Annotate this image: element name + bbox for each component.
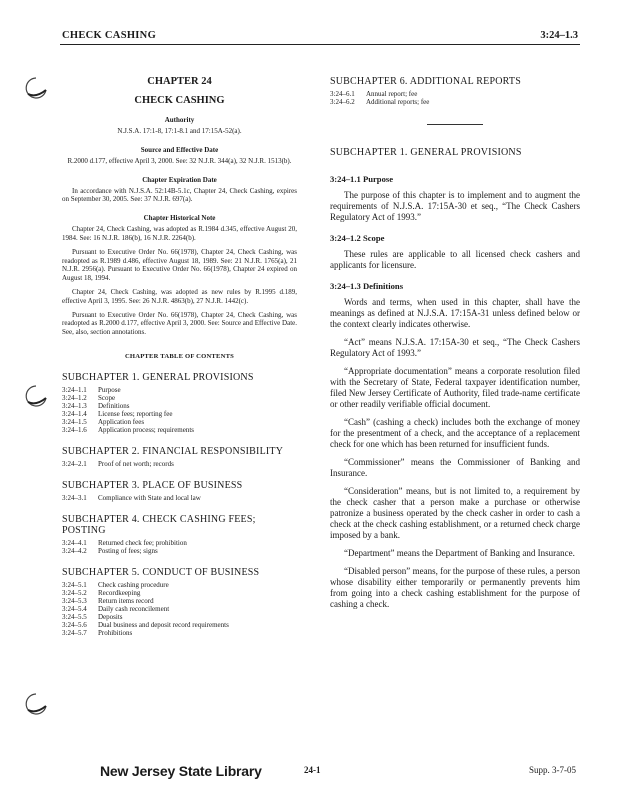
authority-text: N.J.S.A. 17:1-8, 17:1-8.1 and 17:15A-52(a).	[117, 127, 242, 135]
history-heading: Chapter Historical Note	[143, 214, 216, 223]
toc-number: 3:24–5.6	[62, 620, 87, 629]
toc-subchapter-3: SUBCHAPTER 3. PLACE OF BUSINESS	[62, 479, 243, 491]
toc-item[interactable]	[62, 426, 297, 434]
toc-subchapter-2: SUBCHAPTER 2. FINANCIAL RESPONSIBILITY	[62, 445, 284, 457]
toc-subchapter-1: SUBCHAPTER 1. GENERAL PROVISIONS	[62, 371, 254, 383]
section-divider	[427, 124, 483, 125]
toc-number: 3:24–4.1	[62, 538, 87, 547]
section-1-3-heading: 3:24–1.3 Definitions	[330, 281, 404, 291]
toc-item[interactable]	[330, 98, 580, 106]
section-1-2-text: These rules are applicable to all licensed check cashers and applicants for licensure.	[330, 249, 580, 270]
source-text: R.2000 d.177, effective April 3, 2000. See: 32 N.J.R. 344(a), 32 N.J.R. 1513(b).	[67, 156, 292, 165]
toc-label: Additional reports; fee	[366, 98, 430, 106]
toc-item[interactable]	[62, 386, 297, 394]
toc-subchapter-4: SUBCHAPTER 4. CHECK CASHING FEES; POSTING	[62, 513, 256, 536]
toc-number: 3:24–5.7	[62, 628, 87, 637]
toc-label: Compliance with State and local law	[98, 493, 201, 502]
toc-item[interactable]	[62, 629, 297, 637]
expiration-heading: Chapter Expiration Date	[142, 175, 217, 184]
toc-subchapter-6: SUBCHAPTER 6. ADDITIONAL REPORTS	[330, 76, 521, 87]
toc-label: Purpose	[98, 385, 121, 394]
toc-number: 3:24–6.1	[330, 90, 355, 98]
toc-label: Annual report; fee	[366, 90, 418, 98]
toc-label: Definitions	[98, 401, 130, 410]
header-rule	[60, 44, 580, 45]
definition-paragraph: “Appropriate documentation” means a corporate resolution filed with the Secretary of State, Federal taxpayer identification number, filed New Jersey Certificate of Authority, filed trade-name certificate or other readily verifiable official document.	[330, 366, 580, 409]
toc-label: Return items record	[98, 596, 154, 605]
definition-paragraph: “Disabled person” means, for the purpose of these rules, a person whose disability either temporarily or permanently prevents him from going into a check cashing establishment for the purpose of cashing a check.	[330, 566, 580, 609]
toc-number: 3:24–1.2	[62, 393, 87, 402]
punch-hole-icon	[22, 76, 50, 100]
library-stamp: New Jersey State Library	[100, 763, 262, 779]
toc-item[interactable]	[62, 605, 297, 613]
history-note: Pursuant to Executive Order No. 66(1978), Chapter 24, Check Cashing, was readopted as R.2000 d.177, effective April 3, 2000. See: Source and Effective Date. See, also, section annotations.	[62, 310, 297, 337]
toc-item[interactable]	[62, 494, 297, 502]
toc-number: 3:24–5.3	[62, 596, 87, 605]
right-column	[330, 76, 580, 617]
definition-paragraph: “Consideration” means, but is not limited to, a requirement by the check casher that a person make a purchase or otherwise patronize a business operated by the check casher in order to cash a check at the check cashing establishment, or a returned check charge imposed by a bank.	[330, 486, 580, 540]
toc-number: 3:24–1.1	[62, 385, 87, 394]
toc-item[interactable]	[62, 597, 297, 605]
toc-number: 3:24–1.5	[62, 417, 87, 426]
toc-label: Recordkeeping	[98, 588, 141, 597]
toc-label: Posting of fees; signs	[98, 546, 158, 555]
subchapter-1-heading: SUBCHAPTER 1. GENERAL PROVISIONS	[330, 147, 522, 158]
definition-paragraph: “Department” means the Department of Banking and Insurance.	[344, 548, 575, 558]
toc-item[interactable]	[62, 613, 297, 621]
toc-number: 3:24–1.3	[62, 401, 87, 410]
source-heading: Source and Effective Date	[140, 145, 219, 154]
page-number: 24-1	[304, 765, 321, 775]
chapter-title: CHAPTER 24	[147, 76, 212, 87]
toc-label: Scope	[98, 393, 116, 402]
toc-number: 3:24–4.2	[62, 546, 87, 555]
toc-item[interactable]	[62, 394, 297, 402]
expiration-text: In accordance with N.J.S.A. 52:14B-5.1c, Chapter 24, Check Cashing, expires on September 30, 2005. See: 37 N.J.R. 697(a).	[62, 186, 297, 204]
toc-label: Application fees	[98, 417, 145, 426]
supplement-date: Supp. 3-7-05	[529, 765, 576, 775]
definition-paragraph: “Commissioner” means the Commissioner of Banking and Insurance.	[330, 457, 580, 478]
toc-label: License fees; reporting fee	[98, 409, 173, 418]
section-1-2-heading: 3:24–1.2 Scope	[330, 233, 385, 243]
toc-label: Prohibitions	[98, 628, 133, 637]
toc-number: 3:24–2.1	[62, 459, 87, 468]
punch-hole-icon	[22, 384, 50, 408]
toc-item[interactable]	[62, 621, 297, 629]
toc-label: Daily cash reconcilement	[98, 604, 170, 613]
toc-label: Returned check fee; prohibition	[98, 538, 187, 547]
running-head-section: 3:24–1.3	[540, 30, 578, 41]
history-note: Chapter 24, Check Cashing, was adopted as new rules by R.1995 d.189, effective April 3, 1995. See: 26 N.J.R. 4863(b), 27 N.J.R. 1442(c).	[62, 287, 297, 305]
toc-label: Check cashing procedure	[98, 580, 169, 589]
toc-item[interactable]	[62, 402, 297, 410]
toc-number: 3:24–5.1	[62, 580, 87, 589]
toc-item[interactable]	[62, 589, 297, 597]
running-head-title: CHECK CASHING	[62, 30, 157, 41]
toc-number: 3:24–5.4	[62, 604, 87, 613]
definition-paragraph: Words and terms, when used in this chapter, shall have the meanings as defined at N.J.S.A. 17:15A-31 unless defined below or the context clearly indicates otherwise.	[330, 297, 580, 329]
toc-number: 3:24–1.4	[62, 409, 87, 418]
toc-subchapter-5: SUBCHAPTER 5. CONDUCT OF BUSINESS	[62, 566, 260, 578]
toc-number: 3:24–5.2	[62, 588, 87, 597]
toc-heading: CHAPTER TABLE OF CONTENTS	[124, 352, 235, 360]
definition-paragraph: “Cash” (cashing a check) includes both the exchange of money for the presentment of a check, and the acceptance of a replacement check for one which has been returned for insufficient funds.	[330, 417, 580, 449]
toc-item[interactable]	[330, 90, 580, 98]
toc-number: 3:24–5.5	[62, 612, 87, 621]
section-1-1-heading: 3:24–1.1 Purpose	[330, 174, 394, 184]
toc-number: 3:24–6.2	[330, 98, 355, 106]
left-column	[62, 76, 297, 637]
authority-heading: Authority	[164, 116, 195, 124]
toc-item[interactable]	[62, 460, 297, 468]
toc-label: Application process; requirements	[98, 425, 195, 434]
section-1-1-text: The purpose of this chapter is to implement and to augment the requirements of N.J.S.A. 17:15A-30 et seq., “The Check Cashers Regulatory Act of 1993.”	[330, 190, 580, 222]
chapter-subtitle: CHECK CASHING	[134, 95, 225, 106]
toc-item[interactable]	[62, 410, 297, 418]
toc-item[interactable]	[62, 539, 297, 547]
history-note: Pursuant to Executive Order No. 66(1978), Chapter 24, Check Cashing, was readopted as R.1989 d.486, effective August 18, 1989. See: 21 N.J.R. 1765(a), 21 N.J.R. 2956(a). Pursuant to Executive Order No. 66(1978), Chapter 24 expired on August 18, 1994.	[62, 247, 297, 283]
history-note: Chapter 24, Check Cashing, was adopted as R.1984 d.345, effective August 20, 1984. See: 16 N.J.R. 186(b), 16 N.J.R. 2264(b).	[62, 225, 297, 242]
punch-hole-icon	[22, 692, 50, 716]
toc-label: Proof of net worth; records	[98, 459, 174, 468]
toc-item[interactable]	[62, 547, 297, 555]
toc-number: 3:24–1.6	[62, 425, 87, 434]
toc-item[interactable]	[62, 418, 297, 426]
toc-item[interactable]	[62, 581, 297, 589]
toc-label: Deposits	[98, 612, 123, 621]
toc-number: 3:24–3.1	[62, 493, 87, 502]
toc-label: Dual business and deposit record requirements	[98, 620, 229, 629]
definition-paragraph: “Act” means N.J.S.A. 17:15A-30 et seq., “The Check Cashers Regulatory Act of 1993.”	[330, 337, 580, 358]
